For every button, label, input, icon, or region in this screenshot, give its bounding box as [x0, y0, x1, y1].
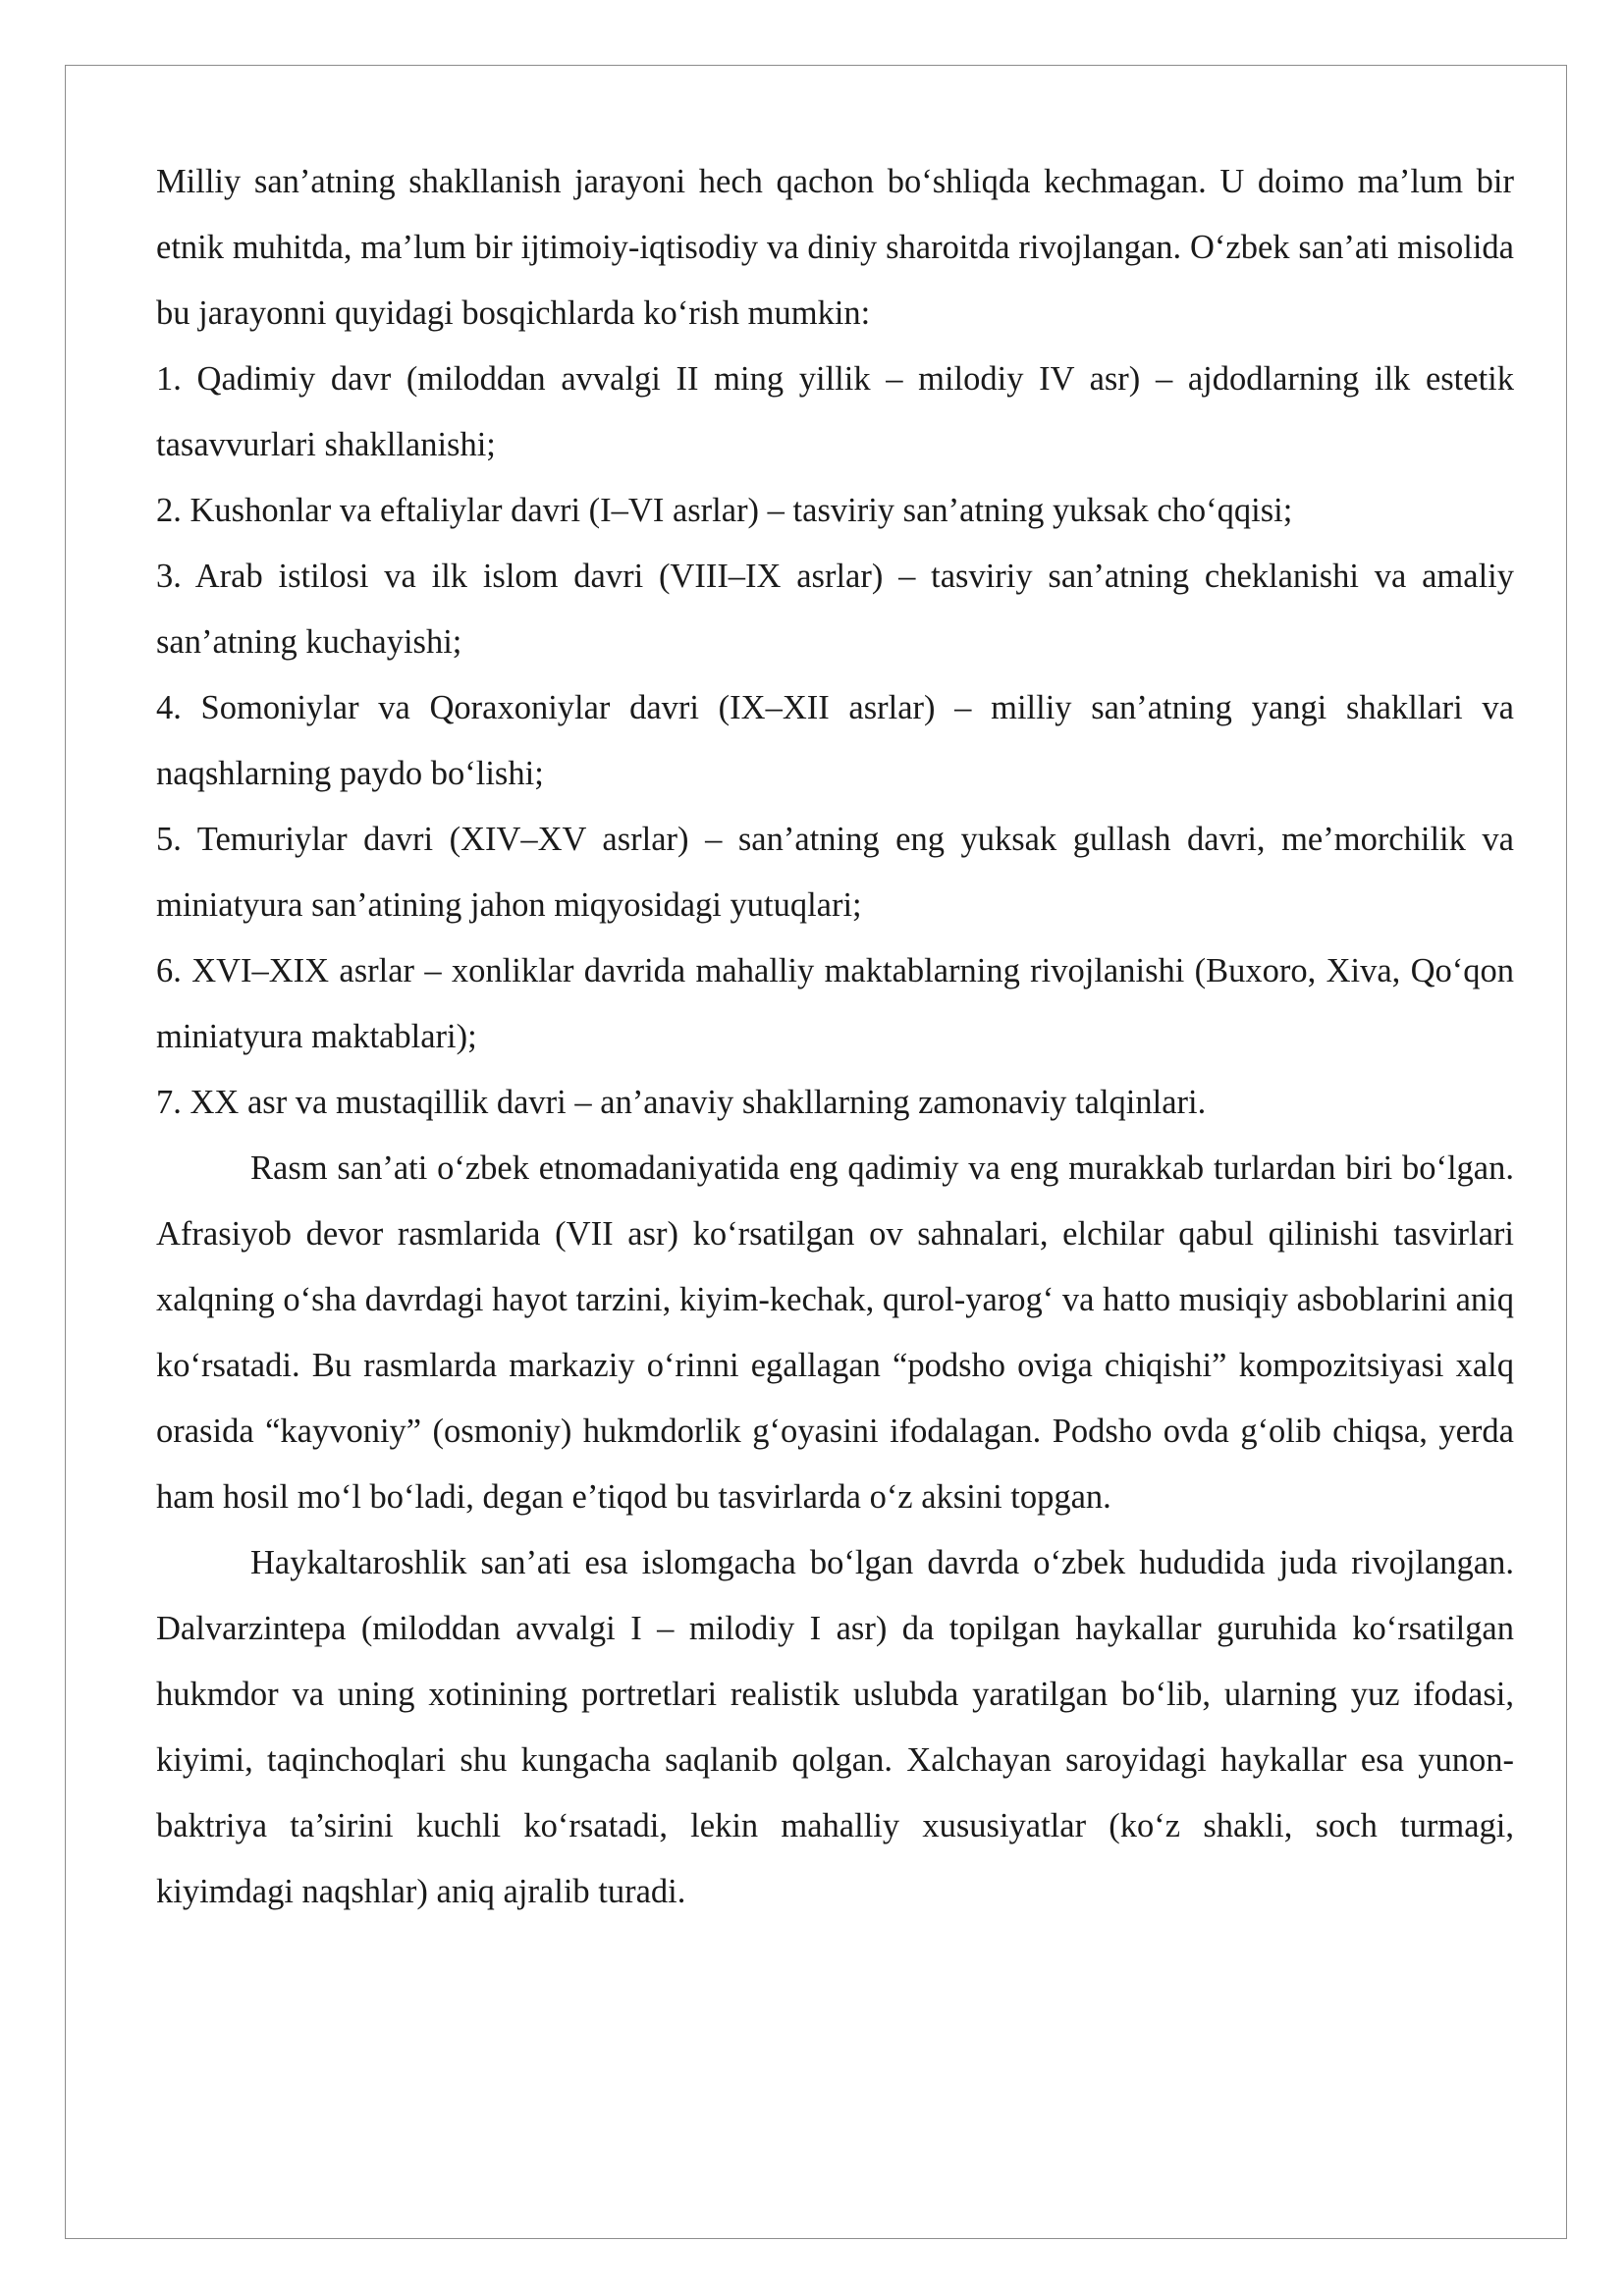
stage-item-2: 2. Kushonlar va eftaliylar davri (I–VI asrlar) – tasviriy san’atning yuksak cho‘qqisi; — [156, 492, 1293, 529]
sculpture-paragraph: Haykaltaroshlik san’ati esa islomgacha bo‘lgan davrda o‘zbek hududida juda rivojlangan. Dalvarzintepa (miloddan avvalgi I – milodiy I asr) da topilgan haykallar guruhida ko‘rsatilgan hukmdor va uning xotinining portretlari realistik uslubda yaratilgan bo‘lib, ularning yuz ifodasi, kiyimi, taqinchoqlari shu kungacha saqlanib qolgan. Xalchayan saroyidagi haykallar esa yunon-baktriya ta’sirini kuchli ko‘rsatadi, lekin mahalliy xususiyatlar (ko‘z shakli, soch turmagi, kiyimdagi naqshlar) aniq ajralib turadi. — [156, 1544, 1514, 1910]
document-body — [156, 149, 1514, 1925]
intro-paragraph: Milliy san’atning shakllanish jarayoni hech qachon bo‘shliqda kechmagan. U doimo ma’lum bir etnik muhitda, ma’lum bir ijtimoiy-iqtisodiy va diniy sharoitda rivojlangan. O‘zbek san’ati misolida bu jarayonni quyidagi bosqichlarda ko‘rish mumkin: — [156, 163, 1514, 332]
stage-item-6: 6. XVI–XIX asrlar – xonliklar davrida mahalliy maktablarning rivojlanishi (Buxoro, Xiva, Qo‘qon miniatyura maktablari); — [156, 952, 1514, 1055]
stage-item-3: 3. Arab istilosi va ilk islom davri (VIII–IX asrlar) – tasviriy san’atning cheklanishi va amaliy san’atning kuchayishi; — [156, 558, 1514, 661]
stage-item-1: 1. Qadimiy davr (miloddan avvalgi II ming yillik – milodiy IV asr) – ajdodlarning ilk estetik tasavvurlari shakllanishi; — [156, 360, 1514, 463]
stage-item-4: 4. Somoniylar va Qoraxoniylar davri (IX–XII asrlar) – milliy san’atning yangi shakllari va naqshlarning paydo bo‘lishi; — [156, 689, 1514, 792]
stage-item-7: 7. XX asr va mustaqillik davri – an’anaviy shakllarning zamonaviy talqinlari. — [156, 1084, 1207, 1121]
painting-paragraph: Rasm san’ati o‘zbek etnomadaniyatida eng qadimiy va eng murakkab turlardan biri bo‘lgan. Afrasiyob devor rasmlarida (VII asr) ko‘rsatilgan ov sahnalari, elchilar qabul qilinishi tasvirlari xalqning o‘sha davrdagi hayot tarzini, kiyim-kechak, qurol-yarog‘ va hatto musiqiy asboblarini aniq ko‘rsatadi. Bu rasmlarda markaziy o‘rinni egallagan “podsho oviga chiqishi” kompozitsiyasi xalq orasida “kayvoniy” (osmoniy) hukmdorlik g‘oyasini ifodalagan. Podsho ovda g‘olib chiqsa, yerda ham hosil mo‘l bo‘ladi, degan e’tiqod bu tasvirlarda o‘z aksini topgan. — [156, 1149, 1514, 1516]
stage-item-5: 5. Temuriylar davri (XIV–XV asrlar) – san’atning eng yuksak gullash davri, me’morchilik va miniatyura san’atining jahon miqyosidagi yutuqlari; — [156, 821, 1514, 924]
